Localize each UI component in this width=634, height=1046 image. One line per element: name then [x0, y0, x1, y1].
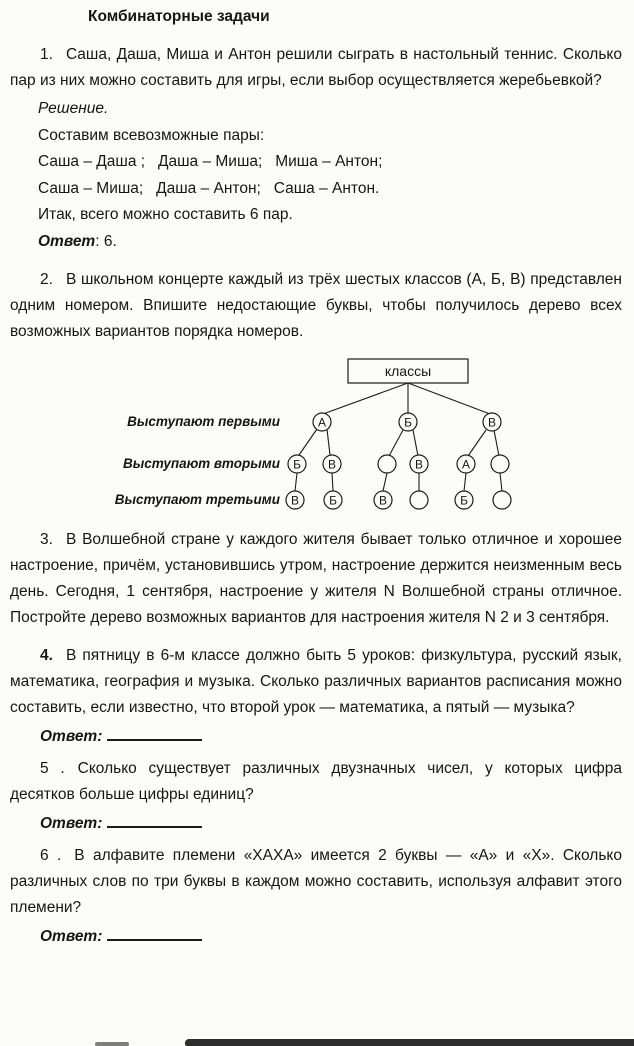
- problem-1-text: Саша, Даша, Миша и Антон решили сыграть в настольный теннис. Сколько пар из них можно составить для игры, если выбор осуществляется жеребьевкой?: [10, 46, 622, 89]
- tree-node-label: В: [378, 493, 388, 508]
- problem-1-statement: [10, 42, 622, 94]
- answer-row-5: [40, 810, 622, 837]
- tree-node-empty: [491, 455, 509, 473]
- tree-node-empty: [493, 491, 511, 509]
- tree-diagram-svg: [102, 355, 532, 515]
- pairs-line-1: Саша – Даша ; Даша – Миша; Миша – Антон;: [38, 153, 383, 170]
- tree-node-label: А: [317, 415, 327, 430]
- problem-3-text: В Волшебной стране у каждого жителя бывает только отличное и хорошее настроение, причём, установившись утром, настроение держится неизменным весь день. Сегодня, 1 сентября, настроение у жителя N Волшебной страны отличное. Постройте дерево возможных вариантов для настроения жителя N 2 и 3 сентября.: [10, 531, 622, 626]
- answer-row-4: [40, 723, 622, 750]
- answer-blank: [107, 815, 202, 828]
- tree-node-label: В: [414, 457, 424, 472]
- solution-conclusion: Итак, всего можно составить 6 пар.: [38, 206, 293, 223]
- problem-6-statement: [10, 843, 622, 921]
- page-title: Комбинаторные задачи: [88, 8, 270, 25]
- tree-node-label: Б: [329, 493, 337, 508]
- problem-2-text: В школьном концерте каждый из трёх шестых классов (А, Б, В) представлен одним номером. Впишите недостающие буквы, чтобы получилось дерево всех возможных вариантов порядка номеров.: [10, 271, 622, 340]
- classes-box-label: классы: [384, 363, 432, 379]
- tree-node-label: Б: [404, 415, 412, 430]
- row-label-second: Выступают вторыми: [122, 456, 280, 471]
- answer-label: Ответ: [38, 232, 96, 250]
- problem-1-solution: [38, 96, 622, 255]
- tree-node-label: В: [487, 415, 497, 430]
- problem-1-number: 1.: [40, 46, 53, 63]
- solution-intro: Составим всевозможные пары:: [38, 126, 265, 144]
- problem-6-number: 6 .: [40, 847, 62, 864]
- tree-node-label: А: [461, 457, 471, 472]
- tree-edges: [295, 383, 502, 491]
- answer-value: : 6.: [95, 232, 117, 250]
- row-label-first: Выступают первыми: [127, 414, 280, 429]
- answer-label: Ответ:: [40, 815, 103, 832]
- answer-row-1: [38, 229, 622, 256]
- problem-5-statement: [10, 756, 622, 808]
- problem-2-statement: [10, 267, 622, 345]
- pairs-line-2: Саша – Миша; Даша – Антон; Саша – Антон.: [38, 179, 380, 197]
- tree-node-label: В: [290, 493, 300, 508]
- tree-node-label: Б: [293, 457, 301, 472]
- answer-label: Ответ:: [40, 928, 103, 945]
- tree-node-label: Б: [460, 493, 468, 508]
- tree-node-label: В: [327, 457, 337, 472]
- tree-node-empty: [410, 491, 428, 509]
- scan-artifact-small: [95, 1042, 129, 1046]
- problem-4-text: В пятницу в 6-м классе должно быть 5 уроков: физкультура, русский язык, математика, география и музыка. Сколько различных вариантов расписания можно составить, если известно, что второй урок — математика, а пятый — музыка?: [10, 647, 622, 716]
- scan-artifact: [185, 1039, 634, 1046]
- problem-4-number: 4.: [40, 647, 53, 664]
- row-label-third: Выступают третьими: [114, 492, 280, 507]
- answer-blank: [107, 728, 202, 741]
- tree-node-empty: [378, 455, 396, 473]
- solution-label: Решение.: [38, 100, 109, 117]
- answer-label: Ответ:: [40, 728, 103, 745]
- problem-2-number: 2.: [40, 271, 53, 288]
- problem-6-text: В алфавите племени «ХАХА» имеется 2 буквы — «А» и «Х». Сколько различных слов по три буквы в каждом можно составить, используя алфавит этого племени?: [10, 847, 622, 916]
- problem-5-text: Сколько существует различных двузначных чисел, у которых цифра десятков больше цифры единиц?: [10, 760, 622, 803]
- tree-diagram: [102, 355, 622, 515]
- problem-4-statement: [10, 643, 622, 721]
- answer-row-6: [40, 923, 622, 950]
- problem-5-number: 5 .: [40, 760, 65, 777]
- problem-3-statement: [10, 527, 622, 631]
- answer-blank: [107, 928, 202, 941]
- problem-3-number: 3.: [40, 531, 53, 548]
